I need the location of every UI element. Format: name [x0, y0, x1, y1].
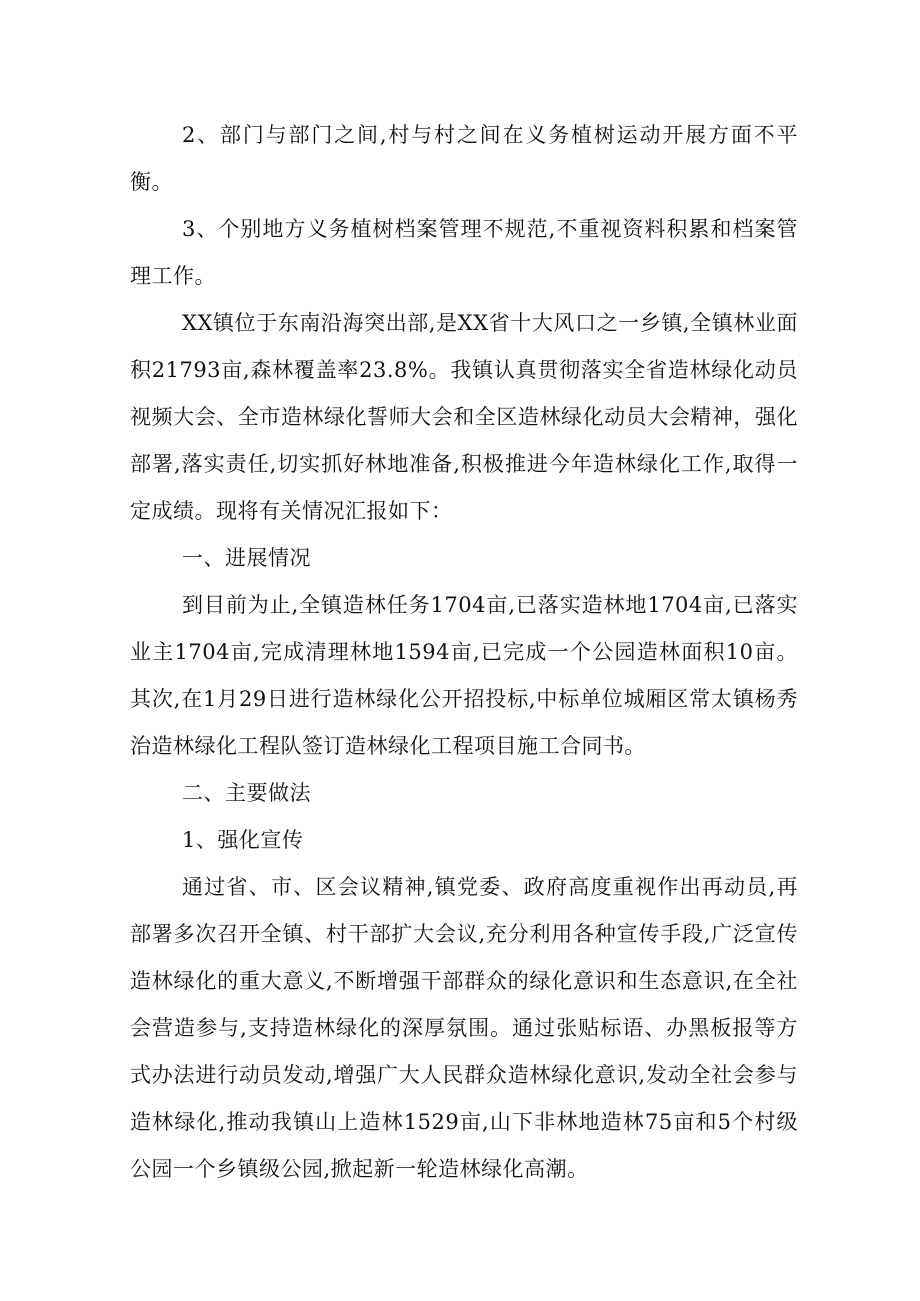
document-page — [130, 112, 798, 1193]
paragraph-publicity: 通过省、市、区会议精神,镇党委、政府高度重视作出再动员,再部署多次召开全镇、村干部扩大会议,充分利用各种宣传手段,广泛宣传造林绿化的重大意义,不断增强干部群众的绿化意识和生态意识,在全社会营造参与,支持造林绿化的深厚氛围。通过张贴标语、办黑板报等方式办法进行动员发动,增强广大人民群众造林绿化意识,发动全社会参与造林绿化,推动我镇山上造林1529亩,山下非林地造林75亩和5个村级公园一个乡镇级公园,掀起新一轮造林绿化高潮。 — [130, 875, 798, 1181]
section-heading-practices: 二、主要做法 — [182, 781, 311, 805]
paragraph-archive-management: 3、个别地方义务植树档案管理不规范,不重视资料积累和档案管理工作。 — [130, 217, 798, 288]
paragraph-imbalance: 2、部门与部门之间,村与村之间在义务植树运动开展方面不平衡。 — [130, 123, 798, 194]
subheading-publicity: 1、强化宣传 — [182, 828, 304, 852]
paragraph-town-overview: XX镇位于东南沿海突出部,是XX省十大风口之一乡镇,全镇林业面积21793亩,森林覆盖率23.8%。我镇认真贯彻落实全省造林绿化动员视频大会、全市造林绿化誓师大会和全区造林绿化动员大会精神，强化部署,落实责任,切实抓好林地准备,积极推进今年造林绿化工作,取得一定成绩。现将有关情况汇报如下： — [130, 311, 798, 523]
paragraph-progress: 到目前为止,全镇造林任务1704亩,已落实造林地1704亩,已落实业主1704亩,完成清理林地1594亩,已完成一个公园造林面积10亩。其次,在1月29日进行造林绿化公开招投标,中标单位城厢区常太镇杨秀治造林绿化工程队签订造林绿化工程项目施工合同书。 — [130, 593, 798, 758]
section-heading-progress: 一、进展情况 — [182, 546, 311, 570]
